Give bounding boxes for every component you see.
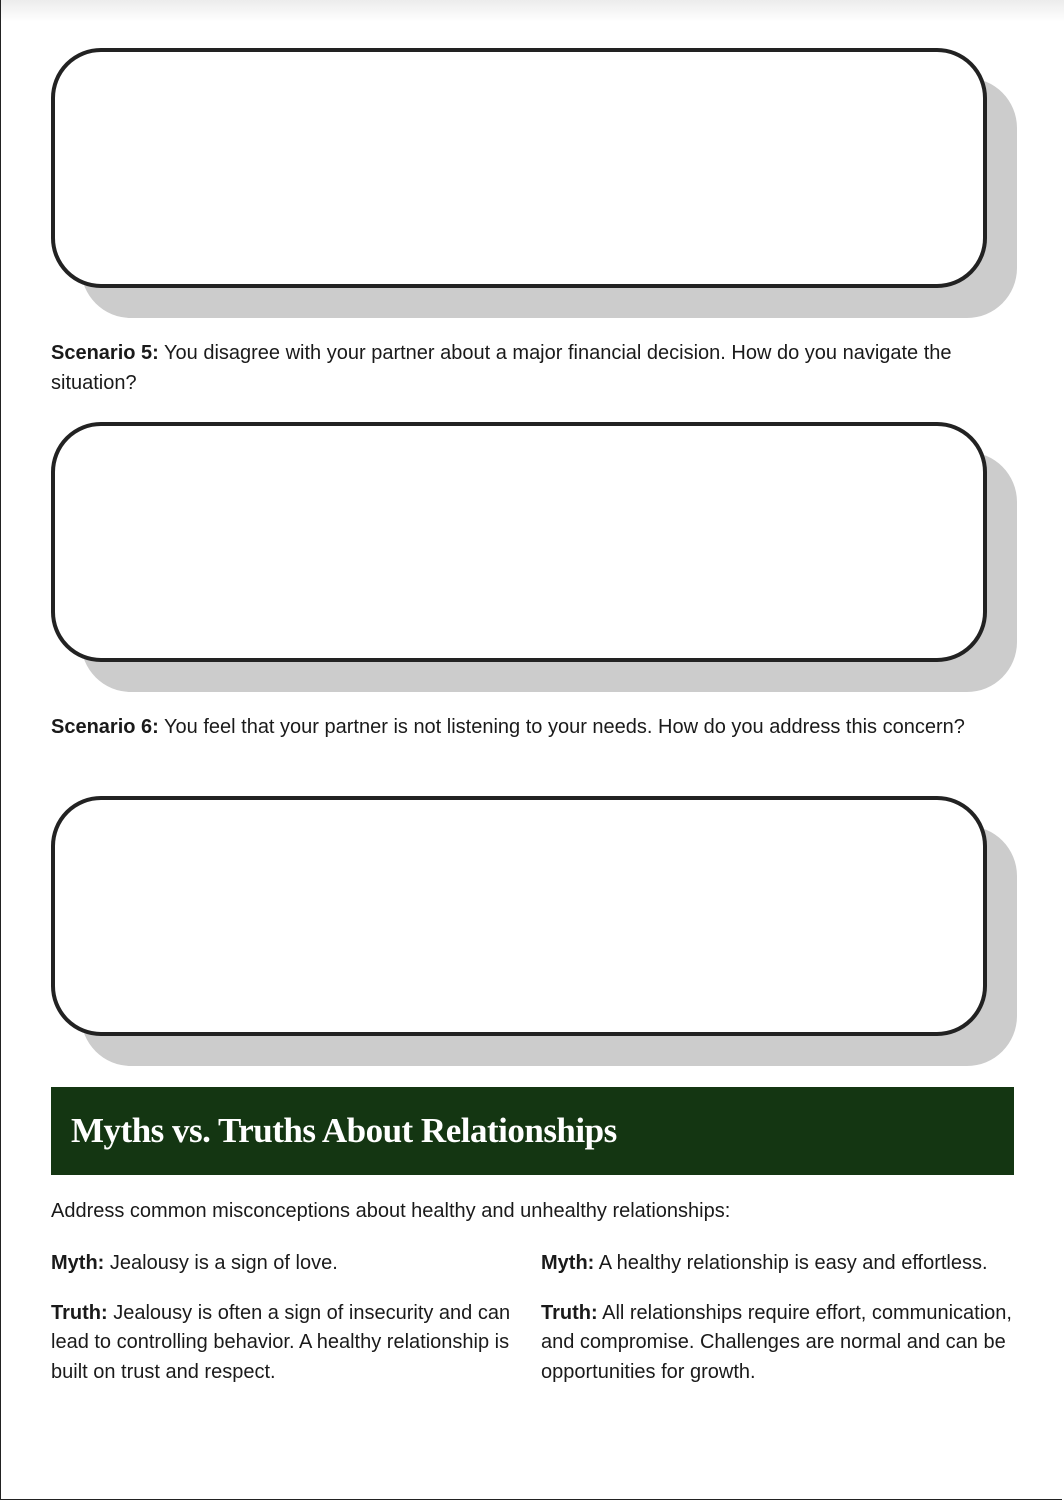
truth-1-label: Truth: [51, 1301, 108, 1324]
scenario-5-label: Scenario 5: [51, 342, 159, 364]
section-intro: Address common misconceptions about healthy and unhealthy relationships: [51, 1200, 731, 1222]
section-banner [51, 1087, 1014, 1175]
myth-1-label: Myth: [51, 1252, 105, 1274]
scenario-6-prompt [51, 712, 1011, 742]
truth-2-label: Truth: [541, 1301, 598, 1324]
truth-1 [51, 1299, 513, 1388]
myth-2-text: A healthy relationship is easy and effortless. [594, 1252, 988, 1274]
myth-2 [541, 1249, 1019, 1279]
truth-1-text: Jealousy is often a sign of insecurity and can lead to controlling behavior. A healthy relationship is built on trust and respect. [51, 1301, 511, 1383]
section-title: Myths vs. Truths About Relationships [71, 1111, 617, 1150]
myth-1 [51, 1249, 513, 1279]
myth-2-label: Myth: [541, 1252, 595, 1274]
myth-truth-card-1 [51, 1249, 513, 1407]
scenario-6-label: Scenario 6: [51, 716, 159, 738]
answer-box-scenario-6[interactable] [51, 796, 987, 1036]
scenario-5-prompt [51, 338, 1011, 398]
answer-box-scenario-4[interactable] [51, 48, 987, 288]
truth-2-text: All relationships require effort, communication, and compromise. Challenges are normal and can be opportunities for growth. [541, 1301, 1012, 1383]
myth-1-text: Jealousy is a sign of love. [104, 1252, 338, 1274]
myth-truth-card-2 [541, 1249, 1019, 1407]
page-top-edge [0, 0, 1064, 22]
scenario-6-text: You feel that your partner is not listening to your needs. How do you address this concern? [158, 716, 965, 738]
scenario-5-text: You disagree with your partner about a major financial decision. How do you navigate the situation? [51, 342, 952, 394]
answer-box-scenario-5[interactable] [51, 422, 987, 662]
truth-2 [541, 1299, 1019, 1388]
